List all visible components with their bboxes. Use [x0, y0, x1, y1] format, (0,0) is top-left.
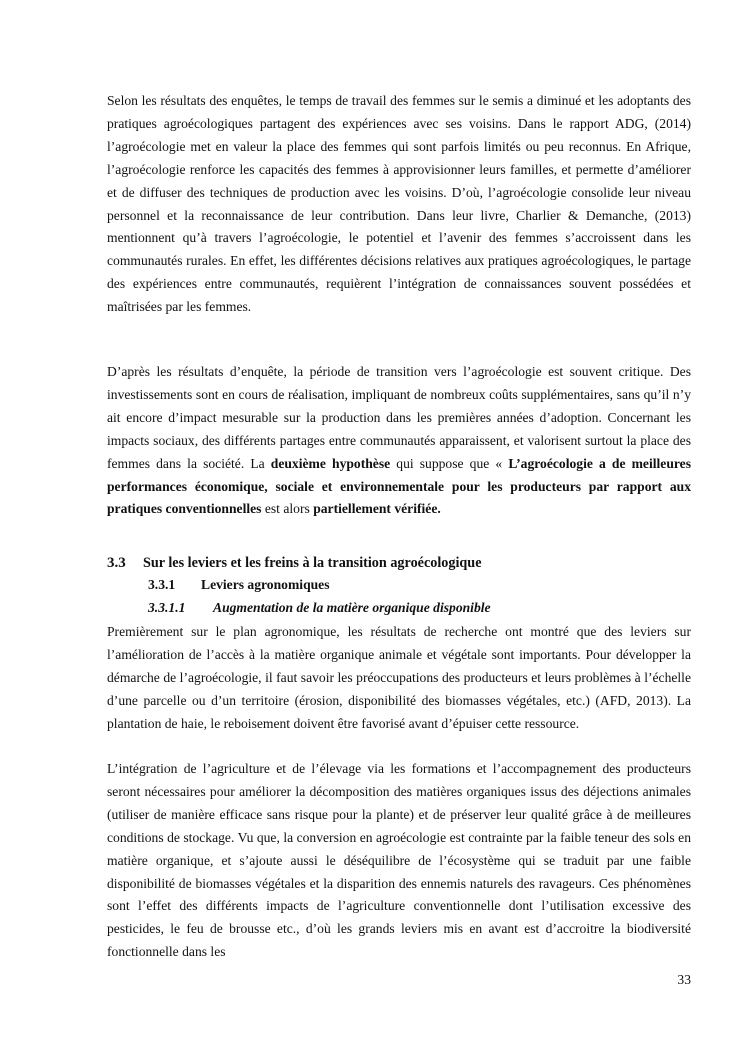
subsection-heading-3-3-1 [148, 577, 330, 593]
subsection-title: Leviers agronomiques [201, 577, 330, 592]
subsection-number: 3.3.1 [148, 577, 176, 592]
paragraph-text: D’après les résultats d’enquête, la période de transition vers l’agroécologie est souvent critique. Des investissements sont en cours de réalisation, impliquant de nombreux coûts supplémentaires, sans qu’il n’y ait encore d’impact mesurable sur la production dans les premières années d’adoption. Concernant les impacts sociaux, des différents partages entre communautés apparaissent, et valorisent surtout la place des femmes dans la société. La [107, 364, 691, 471]
subsubsection-heading-3-3-1-1 [148, 600, 491, 616]
paragraph-text: qui suppose que « [390, 455, 509, 471]
section-heading-3-3 [107, 555, 482, 572]
hypothesis-statement: L’agroécologie a de meilleures performances économique, sociale et environnementale pour les producteurs par rapport aux pratiques conventionnelles [107, 455, 691, 517]
paragraph-transition-period [107, 361, 691, 521]
paragraph-agronomic-levers: Premièrement sur le plan agronomique, les résultats de recherche ont montré que des leviers sur l’amélioration de l’accès à la matière organique animale et végétale sont importants. Pour développer la démarche de l’agroécologie, il faut savoir les préoccupations des producteurs et leurs problèmes à l’échelle d’une parcelle ou d’un territoire (érosion, disponibilité des biomasses végétales, etc.) (AFD, 2013). La plantation de haie, le reboisement doivent être favorisé avant d’épuiser cette ressource. [107, 624, 691, 731]
section-number: 3.3 [107, 555, 126, 571]
hypothesis-label: deuxième hypothèse [270, 455, 391, 471]
paragraph-text: est alors [261, 501, 314, 517]
section-title: Sur les leviers et les freins à la transition agroécologique [143, 555, 482, 571]
subsubsection-title: Augmentation de la matière organique disponible [213, 600, 491, 615]
hypothesis-verdict: partiellement vérifiée. [313, 501, 441, 517]
paragraph-crop-livestock-integration: L’intégration de l’agriculture et de l’élevage via les formations et l’accompagnement des producteurs seront nécessaires pour améliorer la décomposition des matières organiques issus des déjections animales (utiliser de manière efficace sans risque pour la plante) et de préserver leur qualité grâce à de meilleures conditions de stockage. Vu que, la conversion en agroécologie est contrainte par la faible teneur des sols en matière organique, et s’ajoute aussi le déséquilibre de l’écosystème qui se traduit par une faible disponibilité de biomasses végétales et la disparition des ennemis naturels des ravageurs. Ces phénomènes sont l’effet des différents impacts de l’agriculture conventionnelle dont l’utilisation excessive des pesticides, le feu de brousse etc., d’où les grands leviers mis en avant est d’accroitre la biodiversité fonctionnelle dans les [107, 761, 691, 960]
subsubsection-number: 3.3.1.1 [148, 600, 186, 615]
page-number: 33 [677, 972, 691, 987]
paragraph-women-role: Selon les résultats des enquêtes, le temps de travail des femmes sur le semis a diminué et les adoptants des pratiques agroécologiques partagent des expériences avec ses voisins. Dans le rapport ADG, (2014) l’agroécologie met en valeur la place des femmes qui sont parfois limités ou peu reconnus. En Afrique, l’agroécologie renforce les capacités des femmes à approvisionner leurs familles, et permette d’améliorer et de diffuser des techniques de production avec les voisins. D’où, l’agroécologie consolide leur niveau personnel et la reconnaissance de leur contribution. Dans leur livre, Charlier & Demanche, (2013) mentionnent qu’à travers l’agroécologie, le potentiel et l’avenir des femmes s’accroissent dans les communautés rurales. En effet, les différentes décisions relatives aux pratiques agroécologiques, le partage des expériences entre communautés, requièrent l’intégration de connaissances souvent possédées et maîtrisées par les femmes. [107, 93, 691, 315]
